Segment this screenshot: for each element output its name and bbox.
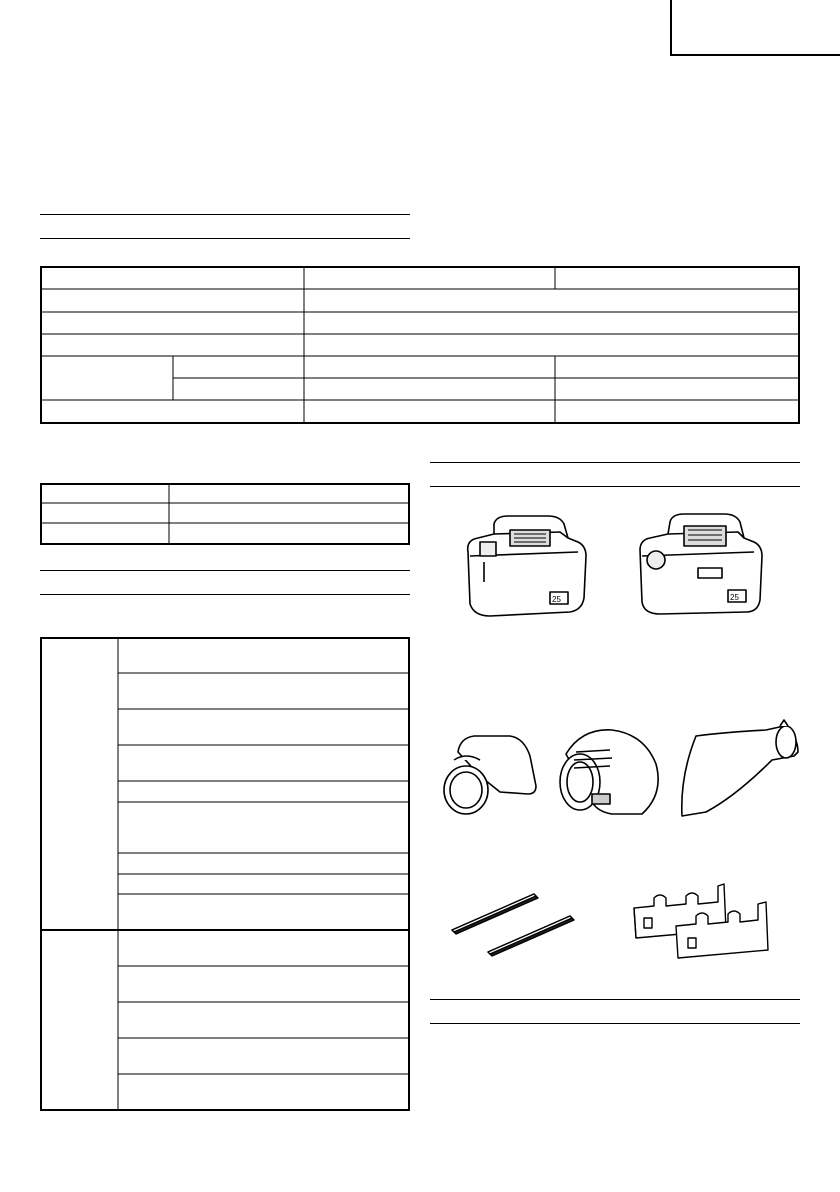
dust-nozzle-icon	[440, 730, 540, 820]
planer-blades-icon	[446, 876, 586, 956]
dust-bag-icon	[676, 716, 806, 826]
battery-pack-icon	[460, 512, 590, 622]
standard-accessories-rule-bottom	[430, 486, 800, 487]
svg-text:25: 25	[730, 593, 739, 602]
standard-accessories-rule-top	[430, 462, 800, 463]
planer-blades-grooved-icon	[630, 878, 780, 968]
dust-adapter-icon	[552, 724, 662, 824]
optional-accessories-rule-bottom	[430, 1023, 800, 1024]
optional-accessories-rule-top	[430, 999, 800, 1000]
battery-pack-icon-2	[634, 512, 764, 622]
svg-text:25: 25	[552, 595, 561, 604]
